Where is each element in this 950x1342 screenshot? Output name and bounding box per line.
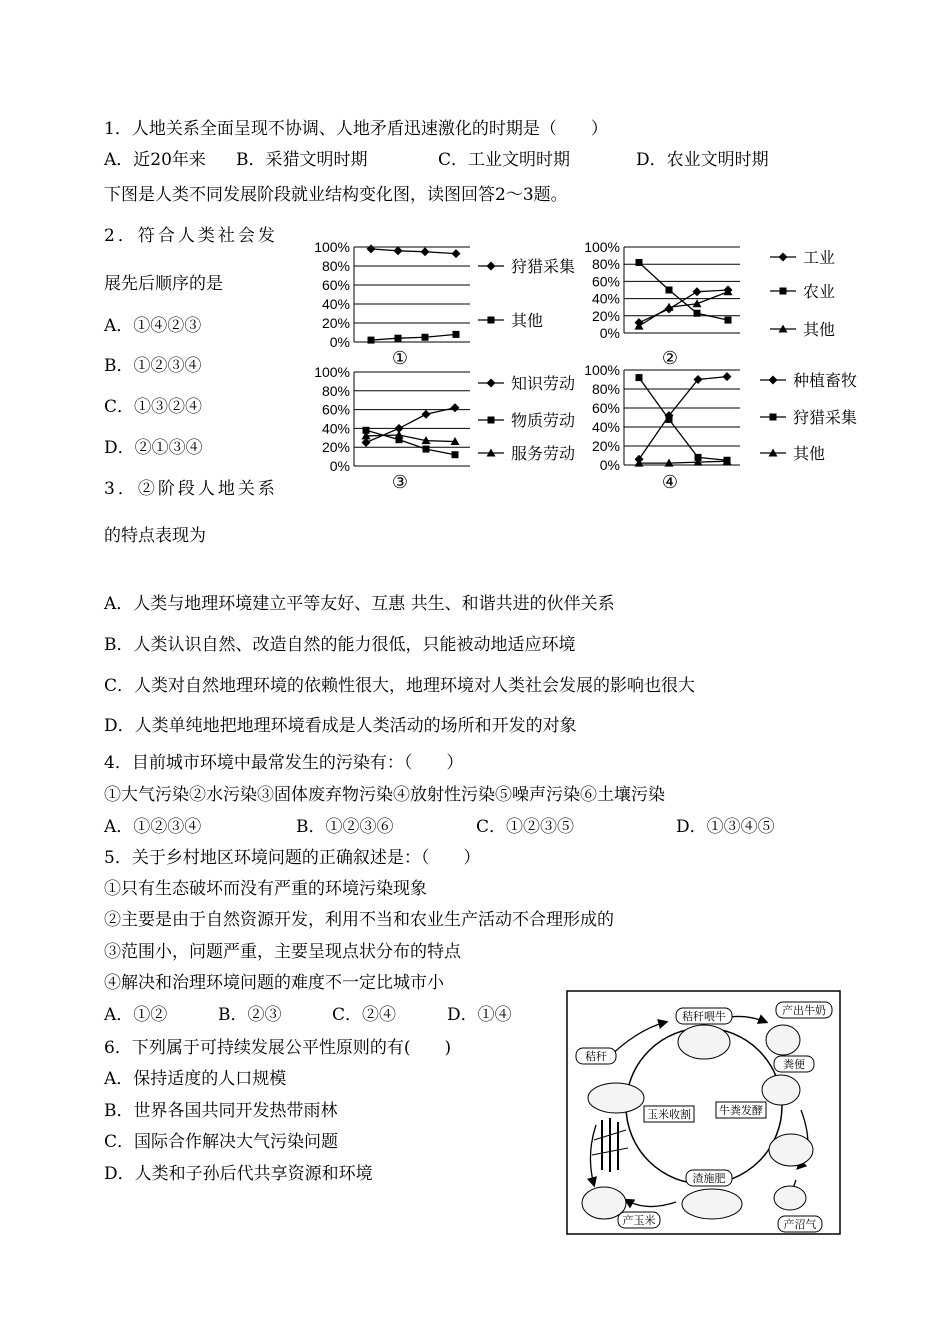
chart2-data-point — [636, 259, 643, 266]
chart4-y-tick: 100% — [584, 362, 620, 378]
chart2-number-label: ② — [661, 348, 679, 368]
q5-statement-1: ①只有生态破坏而没有严重的环境污染现象 — [104, 879, 427, 899]
q5-option-a: A．①② — [104, 1005, 168, 1025]
q1-option-c: C．工业文明时期 — [438, 150, 571, 170]
label-milk: 产出牛奶 — [782, 1004, 826, 1017]
chart2-legend-marker — [780, 288, 787, 295]
label-dung: 粪便 — [783, 1058, 805, 1071]
chart2-legend-label: 其他 — [803, 322, 836, 339]
q6-option-c: C．国际合作解决大气污染问题 — [104, 1132, 339, 1152]
q3-option-d: D．人类单纯地把地理环境看成是人类活动的场所和开发的对象 — [104, 716, 577, 736]
chart2-y-tick: 60% — [591, 273, 620, 290]
dung-picture — [762, 1075, 800, 1105]
eco-agriculture-cycle-diagram — [566, 990, 842, 1236]
chart1-data-point — [394, 246, 403, 255]
chart3-data-point — [423, 446, 430, 453]
q2-stem-line2: 展先后顺序的是 — [104, 274, 223, 294]
label-corn-harvest: 玉米收割 — [647, 1108, 691, 1121]
q4-option-c: C．①②③⑤ — [476, 817, 575, 837]
q4-option-b: B．①②③⑥ — [296, 817, 394, 837]
chart1-number-label: ① — [391, 348, 409, 368]
chart1-y-tick: 40% — [321, 296, 350, 312]
chart4-legend-marker — [770, 414, 777, 421]
q6-option-b: B．世界各国共同开发热带雨林 — [104, 1101, 338, 1121]
chart2-data-point — [725, 317, 732, 324]
q2-option-b: B．①②③④ — [104, 356, 202, 376]
chart1-y-tick: 60% — [321, 277, 350, 293]
chart3-legend-marker — [487, 379, 496, 388]
q4-items: ①大气污染②水污染③固体废弃物污染④放射性污染⑤噪声污染⑥土壤污染 — [104, 785, 665, 805]
chart2-data-point — [694, 310, 701, 317]
q2-option-c: C．①③②④ — [104, 397, 203, 417]
chart2-y-tick: 20% — [591, 307, 620, 324]
q3-stem-line1: 3．②阶段人地关系 — [104, 479, 278, 499]
chart2-data-point — [666, 287, 673, 294]
chart4-legend-label: 其他 — [793, 446, 826, 463]
label-biogas: 产沼气 — [783, 1218, 817, 1231]
chart4-y-tick: 0% — [599, 457, 620, 473]
q3-stem-line2: 的特点表现为 — [104, 526, 206, 546]
chart1-data-point — [422, 334, 429, 341]
ferment-picture — [769, 1134, 813, 1166]
chart4-y-tick: 60% — [591, 400, 620, 416]
chart3-number-label: ③ — [391, 472, 409, 492]
chart1-legend-label: 狩猎采集 — [511, 259, 576, 276]
chart4-legend-label: 种植畜牧 — [793, 373, 858, 390]
label-dung-ferment: 牛粪发酵 — [719, 1104, 763, 1117]
chart3-y-tick: 60% — [321, 401, 350, 418]
chart3-y-tick: 100% — [314, 364, 350, 380]
q2-stem-line1: 2．符合人类社会发 — [104, 226, 278, 246]
chart3-y-tick: 20% — [321, 439, 350, 456]
chart2-data-point — [693, 299, 702, 307]
chart3-series-line — [366, 430, 455, 454]
chart1-data-point — [452, 249, 461, 258]
q5-stem: 5．关于乡村地区环境问题的正确叙述是：（ ） — [104, 848, 481, 868]
chart4-y-tick: 80% — [591, 381, 620, 397]
q6-option-a: A．保持适度的人口规模 — [104, 1069, 287, 1089]
q6-stem: 6．下列属于可持续发展公平性原则的有( ) — [104, 1038, 452, 1058]
q5-statement-2: ②主要是由于自然资源开发，利用不当和农业生产活动不合理形成的 — [104, 910, 614, 930]
q5-option-c: C．②④ — [332, 1005, 397, 1025]
label-fertilize: 渣施肥 — [692, 1172, 726, 1185]
q3-option-b: B．人类认识自然、改造自然的能力很低，只能被动地适应环境 — [104, 635, 576, 655]
cow-picture — [678, 1025, 730, 1059]
chart4-legend-label: 狩猎采集 — [793, 410, 858, 427]
chart2-series-line — [639, 292, 728, 326]
chart4-data-point — [636, 374, 643, 381]
q4-option-a: A．①②③④ — [104, 817, 202, 837]
chart3-data-point — [452, 451, 459, 458]
q6-option-d: D．人类和子孙后代共享资源和环境 — [104, 1164, 373, 1184]
chart4-series-line — [639, 378, 727, 461]
chart3-series-line — [366, 435, 455, 442]
chart2-y-tick: 40% — [591, 290, 620, 307]
chart2-y-tick: 80% — [591, 256, 620, 273]
q4-option-d: D．①③④⑤ — [676, 817, 775, 837]
q3-option-c: C．人类对自然地理环境的依赖性很大，地理环境对人类社会发展的影响也很大 — [104, 676, 696, 696]
q5-statement-4: ④解决和治理环境问题的难度不一定比城市小 — [104, 973, 444, 993]
chart2-legend-label: 工业 — [803, 250, 836, 267]
chart3-data-point — [422, 410, 431, 419]
chart3-legend-label: 物质劳动 — [511, 413, 576, 430]
chart1-legend-marker — [488, 317, 495, 324]
chart1-y-tick: 100% — [314, 239, 350, 255]
chart1-y-tick: 20% — [321, 315, 350, 331]
chart2-y-tick: 100% — [584, 239, 620, 255]
chart4-y-tick: 40% — [591, 419, 620, 435]
chart1-data-point — [395, 335, 402, 342]
chart1-series-line — [371, 334, 456, 340]
chart1-data-point — [367, 244, 376, 253]
q1-option-b: B．采猎文明时期 — [236, 150, 368, 170]
chart1-data-point — [421, 247, 430, 256]
employment-structure-charts — [0, 0, 950, 500]
q2-option-d: D．②①③④ — [104, 438, 203, 458]
chart1-data-point — [368, 337, 375, 344]
chart4-data-point — [666, 416, 673, 423]
chart1-legend-marker — [487, 262, 496, 271]
chart3-legend-label: 服务劳动 — [511, 446, 576, 463]
chart2-legend-marker — [779, 253, 788, 262]
chart3-y-tick: 80% — [321, 382, 350, 399]
q1-option-d: D．农业文明时期 — [636, 150, 769, 170]
q5-option-b: B．②③ — [218, 1005, 282, 1025]
biogas-picture — [774, 1186, 806, 1210]
chart1-y-tick: 80% — [321, 258, 350, 274]
q1-option-a: A．近20年来 — [104, 150, 206, 170]
chart3-y-tick: 0% — [329, 458, 350, 474]
q5-statement-3: ③范围小，问题严重，主要呈现点状分布的特点 — [104, 942, 461, 962]
chart1-series-line — [371, 249, 456, 254]
chart4-legend-marker — [769, 376, 778, 385]
straw-picture — [588, 1083, 644, 1113]
q5-option-d: D．①④ — [447, 1005, 512, 1025]
chart4-y-tick: 20% — [591, 438, 620, 454]
chart4-number-label: ④ — [661, 472, 679, 492]
q2-option-a: A．①④②③ — [104, 316, 202, 336]
q4-stem: 4．目前城市环境中最常发生的污染有：（ ） — [104, 753, 464, 773]
q3-option-a: A．人类与地理环境建立平等友好、互惠 共生、和谐共进的伙伴关系 — [104, 594, 615, 614]
chart3-legend-marker — [488, 417, 495, 424]
label-produce-corn: 产玉米 — [622, 1214, 656, 1227]
chart4-series-line — [639, 461, 727, 463]
chart3-legend-label: 知识劳动 — [511, 376, 576, 393]
milk-picture — [766, 1025, 800, 1055]
intro-2-3: 下图是人类不同发展阶段就业结构变化图，读图回答2～3题。 — [104, 185, 568, 205]
q1-stem: 1．人地关系全面呈现不协调、人地矛盾迅速激化的时期是（ ） — [104, 119, 608, 139]
chart3-data-point — [451, 403, 460, 412]
chart4-data-point — [723, 372, 732, 381]
fertilize-picture — [682, 1189, 742, 1219]
chart3-y-tick: 40% — [321, 420, 350, 437]
chart2-y-tick: 0% — [599, 325, 620, 341]
chart2-data-point — [693, 287, 702, 296]
label-straw: 秸秆 — [585, 1050, 607, 1063]
chart1-y-tick: 0% — [329, 334, 350, 350]
chart1-data-point — [453, 331, 460, 338]
label-straw-feed: 秸秆喂牛 — [682, 1010, 726, 1023]
chart1-legend-label: 其他 — [511, 313, 544, 330]
chart2-legend-label: 农业 — [803, 284, 836, 301]
